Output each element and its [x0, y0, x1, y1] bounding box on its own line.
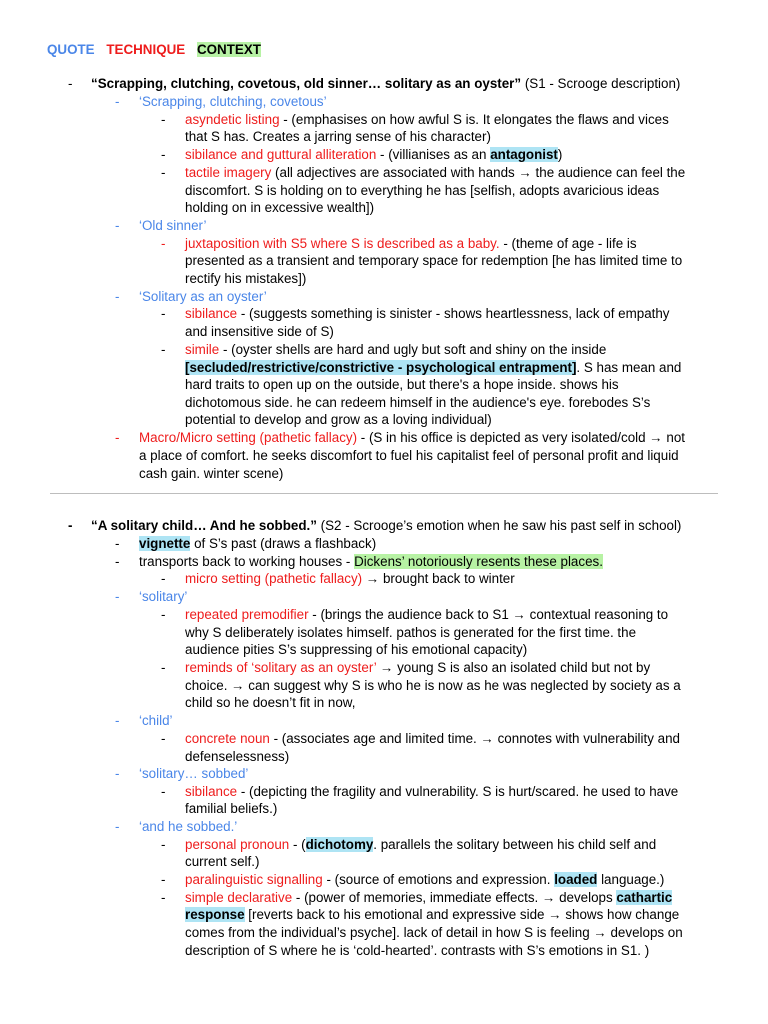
technique-line-cont: cash gain. winter scene) [139, 466, 284, 481]
technique-line-cont: dichotomous side. he can redeem himself in the audience's eye. forebodes S’s [185, 395, 651, 410]
sub-quote: ‘child’ [139, 713, 173, 728]
bullet-dash: - [115, 713, 120, 728]
bullet-dash: - [115, 554, 120, 569]
technique-line: micro setting (pathetic fallacy) → brought back to winter [185, 571, 515, 586]
bullet-dash: - [161, 147, 166, 162]
bullet-dash: - [161, 837, 166, 852]
sub-quote: ‘Old sinner’ [139, 218, 207, 233]
bullet-dash: - [161, 784, 166, 799]
technique-line-cont: response [reverts back to his emotional and expressive side → shows how change [185, 907, 680, 922]
technique-line: sibilance - (suggests something is sinister - shows heartlessness, lack of empathy [185, 306, 670, 321]
bullet-dash: - [115, 289, 120, 304]
technique-line: juxtaposition with S5 where S is described as a baby. - (theme of age - life is [185, 236, 637, 251]
technique-line-cont: audience pities S’s suppressing of his emotional capacity) [185, 642, 528, 657]
bullet-dash: - [115, 94, 120, 109]
context-line: vignette of S’s past (draws a flashback) [139, 536, 377, 551]
bullet-dash: - [115, 430, 120, 445]
technique-line-cont: presented as a transient and temporary space for redemption [he has limited time to [185, 253, 683, 268]
quote-line [91, 517, 681, 535]
bullet-dash: - [161, 571, 166, 586]
technique-line: simple declarative - (power of memories, immediate effects. → develops cathartic [185, 890, 673, 905]
sub-quote: ‘solitary… sobbed’ [139, 766, 249, 781]
technique-line: tactile imagery (all adjectives are associated with hands → the audience can feel the [185, 165, 686, 180]
quote-text: “Scrapping, clutching, covetous, old sinner… solitary as an oyster” [91, 76, 522, 91]
section-divider [50, 493, 718, 494]
context-line: transports back to working houses - Dickens’ notoriously resents these places. [139, 554, 603, 569]
technique-line: concrete noun - (associates age and limited time. → connotes with vulnerability and [185, 731, 680, 746]
bullet-dash: - [161, 607, 166, 622]
bullet-dash: - [161, 890, 166, 905]
technique-line-cont: choice. → can suggest why S is who he is now as he was neglected by society as a [185, 678, 681, 693]
technique-line-cont: hard traits to open up on the outside, but there's a hope inside. shows his [185, 377, 619, 392]
technique-line: Macro/Micro setting (pathetic fallacy) - (S in his office is depicted as very isolated/cold → not [139, 430, 686, 445]
bullet-dash: - [115, 218, 120, 233]
bullet-dash: - [115, 766, 120, 781]
bullet-dash: - [161, 660, 166, 675]
technique-line: personal pronoun - (dichotomy. parallels the solitary between his child self and [185, 837, 657, 852]
quote-note: (S2 - Scrooge’s emotion when he saw his past self in school) [316, 518, 682, 533]
bullet-dash: - [161, 306, 166, 321]
technique-line-cont: why S deliberately isolates himself. pathos is generated for the first time. the [185, 625, 637, 640]
technique-line-cont: and insensitive side of S) [185, 324, 334, 339]
technique-line-cont: child so he doesn’t fit in now, [185, 695, 356, 710]
quote-line [91, 75, 680, 93]
technique-line-cont: that S has. Creates a jarring sense of his character) [185, 129, 491, 144]
bullet-dash: - [161, 872, 166, 887]
sub-quote: ‘Scrapping, clutching, covetous’ [139, 94, 327, 109]
technique-line-cont: discomfort. S is holding on to everything he has [selfish, adopts avaricious ideas [185, 183, 660, 198]
bullet-dash: - [68, 76, 73, 91]
bullet-dash: - [161, 165, 166, 180]
bullet-dash: - [115, 536, 120, 551]
quote-note: (S1 - Scrooge description) [521, 76, 681, 91]
technique-line-cont: comes from the individual’s psyche]. lack of detail in how S is feeling → develops on [185, 925, 683, 940]
sub-quote: ‘Solitary as an oyster’ [139, 289, 267, 304]
technique-line: sibilance - (depicting the fragility and vulnerability. S is hurt/scared. he used to have [185, 784, 679, 799]
sub-quote: ‘and he sobbed.’ [139, 819, 238, 834]
legend-context: CONTEXT [196, 42, 261, 57]
technique-line: asyndetic listing - (emphasises on how awful S is. It elongates the flaws and vices [185, 112, 669, 127]
technique-line: simile - (oyster shells are hard and ugly but soft and shiny on the inside [185, 342, 607, 357]
technique-line-cont: holding on in excessive wealth]) [185, 200, 375, 215]
technique-line-cont: [secluded/restrictive/constrictive - psychological entrapment]. S has mean and [185, 360, 682, 375]
technique-line-cont: a place of comfort. he seeks discomfort to fuel his capitalist feel of personal profit and liquid [139, 448, 679, 463]
technique-line-cont: potential to develop and grow as a loving individual) [185, 412, 492, 427]
technique-line-cont: familial beliefs.) [185, 801, 278, 816]
technique-line-cont: description of S where he is ‘cold-hearted’. contrasts with S’s emotions in S1. ) [185, 943, 650, 958]
legend-technique: TECHNIQUE [106, 42, 186, 57]
technique-line-cont: defenselessness) [185, 749, 290, 764]
sub-quote: ‘solitary’ [139, 589, 188, 604]
bullet-dash: - [161, 731, 166, 746]
technique-line: reminds of ‘solitary as an oyster’ → young S is also an isolated child but not by [185, 660, 651, 675]
legend-quote: QUOTE [47, 42, 95, 57]
bullet-dash: - [68, 518, 73, 533]
technique-line: paralinguistic signalling - (source of emotions and expression. loaded language.) [185, 872, 665, 887]
technique-line-cont: current self.) [185, 854, 260, 869]
technique-line-cont: rectify his mistakes]) [185, 271, 307, 286]
bullet-dash: - [115, 589, 120, 604]
technique-line: sibilance and guttural alliteration - (villianises as an antagonist) [185, 147, 563, 162]
bullet-dash: - [115, 819, 120, 834]
bullet-dash: - [161, 342, 166, 357]
color-legend [47, 42, 269, 58]
bullet-dash: - [161, 112, 166, 127]
bullet-dash: - [161, 236, 166, 251]
quote-text: “A solitary child… And he sobbed.” [91, 518, 317, 533]
technique-line: repeated premodifier - (brings the audience back to S1 → contextual reasoning to [185, 607, 669, 622]
